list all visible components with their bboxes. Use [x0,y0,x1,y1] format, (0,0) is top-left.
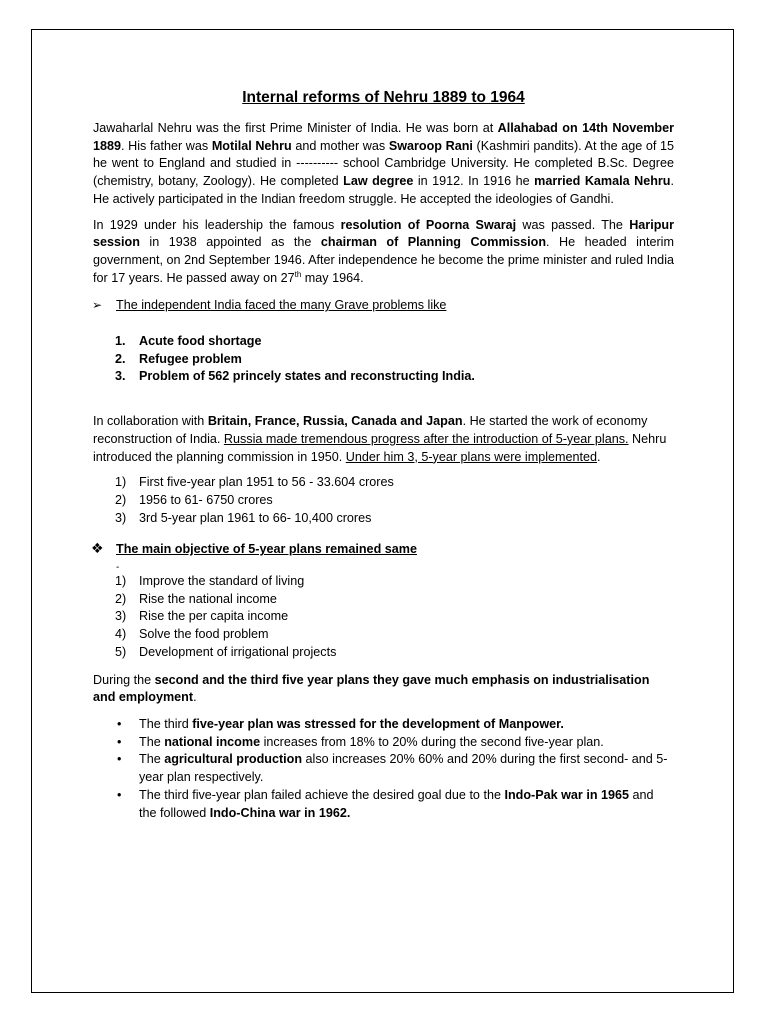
text: may 1964. [301,270,364,285]
text: and mother was [291,138,389,153]
list-item [93,787,674,822]
text: also increases 20% 60% and 20% during the first second- and 5-year plan respectively. [139,752,668,785]
list-text: Acute food shortage [139,334,262,349]
text: The third five-year plan failed achieve the desired goal due to the [139,787,505,802]
text: In collaboration with [93,414,208,429]
stray-dash: - [116,562,120,574]
list-number: 1) [115,475,127,490]
list-item [93,591,674,609]
objectives-list [93,573,674,662]
list-item [93,333,674,351]
text: In 1929 under his leadership the famous [93,217,341,232]
text: During the [93,672,155,687]
bold-text: Swaroop Rani [388,138,473,153]
list-number: 4) [115,627,127,642]
list-number: 1) [115,574,127,589]
document-title: Internal reforms of Nehru 1889 to 1964 [242,89,525,106]
bold-text: Britain, France, Russia, Canada and Japan [207,414,463,429]
list-number: 3) [115,609,127,624]
superscript: th [294,269,302,279]
underlined-text: Russia made tremendous progress after the introduction of 5-year plans. [223,431,629,446]
underlined-text: Under him 3, 5-year plans were implemented [345,449,598,464]
list-item [93,644,674,662]
objective-heading [93,541,674,559]
bold-text: five-year plan was stressed for the development of Manpower. [192,716,564,731]
text: . He actively participated in the Indian freedom struggle. He accepted the ideologies of Gandhi. [93,174,674,206]
list-text: Solve the food problem [139,627,269,642]
document-body [93,88,674,822]
problems-heading-text: The independent India faced the many Grave problems like [116,298,447,313]
list-text: Refugee problem [139,351,242,366]
arrowhead-bullet-icon: ➢ [92,298,103,313]
bullet-dot-icon: • [117,716,122,731]
bold-text: Motilal Nehru [211,138,292,153]
list-item [93,734,674,752]
list-text: Problem of 562 princely states and reconstructing India. [139,369,475,384]
text: in 1912. In 1916 he [413,174,535,189]
list-number: 2) [115,492,127,507]
list-text: Rise the per capita income [139,609,289,624]
text: . [193,690,197,705]
text: The [139,752,165,767]
bold-text: Indo-China war in 1962. [209,805,351,820]
outcomes-bullet-list [93,716,674,822]
text: (Kashmiri pandits). At the age of 15 he went to England and studied in ---------- school Cambridge University. He completed B.Sc. Degree (chemistry, botany, Zoology). He completed [93,138,674,189]
five-year-plans-list [93,474,674,527]
list-item [93,573,674,591]
text: . His father was [121,138,212,153]
list-text: 3rd 5-year plan 1961 to 66- 10,400 crores [139,510,372,525]
list-number: 1. [115,334,126,349]
text: and the followed [139,787,654,820]
text: Nehru introduced the planning commission in 1950. [93,431,667,464]
paragraph-biography [93,120,674,209]
problems-list [93,333,674,386]
objective-heading-text: The main objective of 5-year plans remained same [116,542,417,557]
bullet-dot-icon: • [117,752,122,767]
list-item [93,608,674,626]
list-number: 5) [115,644,127,659]
list-item [93,474,674,492]
spacer [93,386,674,413]
list-text: Improve the standard of living [139,574,305,589]
text: in 1938 appointed as the [139,235,321,250]
bold-text: Indo-Pak war in 1965 [504,787,630,802]
list-number: 3) [115,510,127,525]
bullet-dot-icon: • [117,734,122,749]
list-text: Development of irrigational projects [139,644,337,659]
bold-text: national income [164,734,261,749]
text: . He started the work of economy reconstruction of India. [93,414,648,446]
bullet-dot-icon: • [117,787,122,802]
list-item [93,368,674,386]
bold-text: Haripur session [93,217,674,250]
list-number: 2) [115,591,127,606]
diamond-bullet-icon: ❖ [91,540,104,557]
text: . He headed interim government, on 2nd September 1946. After independence he become the prime minister and ruled India for 17 years. He passed away on 27 [93,235,674,285]
list-item [93,751,674,786]
list-text: Rise the national income [139,591,277,606]
paragraph-leadership [93,217,674,288]
paragraph-collaboration [93,413,674,466]
list-item [93,716,674,734]
paragraph-industrialisation [93,672,674,707]
bold-text: resolution of Poorna Swaraj [340,217,517,232]
list-text: First five-year plan 1951 to 56 - 33.604 crores [139,475,394,490]
text: Jawaharlal Nehru was the first Prime Minister of India. He was born at [93,121,498,135]
list-item [93,626,674,644]
list-item [93,351,674,369]
bold-text: agricultural production [164,752,303,767]
list-number: 2. [115,351,126,366]
text: The [139,734,165,749]
bold-text: married Kamala Nehru [534,174,671,189]
list-item [93,510,674,528]
list-number: 3. [115,369,126,384]
bold-text: Law degree [343,174,414,189]
problems-heading [93,297,674,315]
bold-text: Allahabad on 14th November 1889 [93,121,674,153]
list-text: 1956 to 61- 6750 crores [139,492,273,507]
text: . [597,449,601,464]
text: was passed. The [516,217,630,232]
bold-text: second and the third five year plans they gave much emphasis on industrialisation and employment [93,672,650,705]
bold-text: chairman of Planning Commission [320,235,547,250]
text: The third [139,716,193,731]
text: increases from 18% to 20% during the second five-year plan. [260,734,604,749]
list-item [93,492,674,510]
